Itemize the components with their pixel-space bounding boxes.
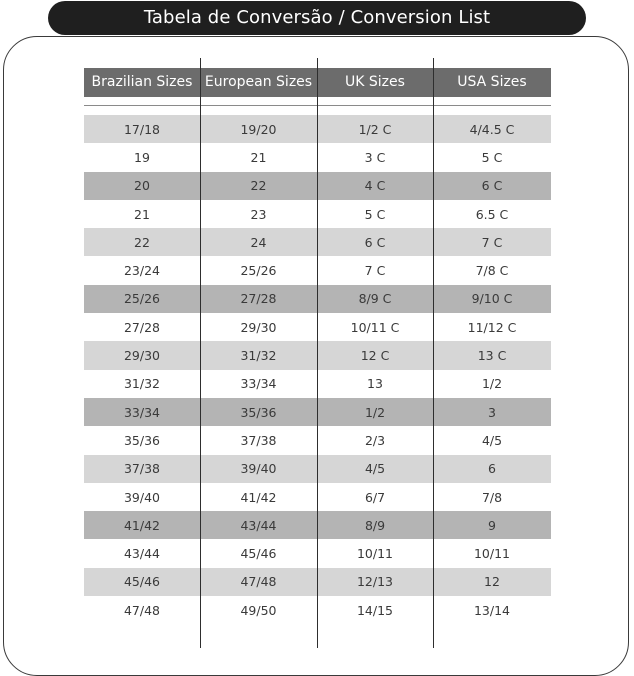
usa-size-cell: 6 [488, 461, 496, 477]
brazilian-size-cell: 20 [134, 178, 150, 194]
uk-size-cell: 1/2 C [358, 121, 392, 137]
european-size-cell: 35/36 [240, 404, 277, 420]
uk-size-cell: 8/9 C [358, 291, 392, 307]
european-size-cell: 25/26 [240, 263, 277, 279]
column-divider [200, 58, 201, 648]
uk-size-cell: 8/9 [364, 517, 386, 533]
european-size-cell: 22 [250, 178, 267, 194]
uk-size-cell: 4/5 [364, 461, 386, 477]
usa-size-cell: 4/5 [481, 432, 503, 448]
uk-size-cell: 10/11 [356, 546, 394, 562]
usa-size-cell: 9 [488, 517, 496, 533]
usa-size-cell: 3 [488, 404, 496, 420]
header-usa-sizes: USA Sizes [457, 74, 527, 90]
brazilian-size-cell: 17/18 [123, 121, 161, 137]
european-size-cell: 29/30 [240, 319, 277, 335]
brazilian-size-cell: 31/32 [123, 376, 161, 392]
header-european-sizes: European Sizes [204, 74, 313, 90]
brazilian-size-cell: 22 [134, 234, 150, 250]
brazilian-size-cell: 23/24 [123, 263, 161, 279]
uk-size-cell: 5 C [364, 206, 386, 222]
european-size-cell: 33/34 [240, 376, 277, 392]
usa-size-cell: 7/8 [481, 489, 503, 505]
column-divider [433, 58, 434, 648]
brazilian-size-cell: 37/38 [123, 461, 161, 477]
usa-size-cell: 11/12 C [467, 319, 517, 335]
european-size-cell: 21 [250, 149, 267, 165]
uk-size-cell: 2/3 [364, 432, 386, 448]
brazilian-size-cell: 47/48 [123, 602, 161, 618]
brazilian-size-cell: 33/34 [123, 404, 161, 420]
page-title: Tabela de Conversão / Conversion List [48, 1, 586, 35]
uk-size-cell: 6 C [364, 234, 386, 250]
brazilian-size-cell: 45/46 [123, 574, 161, 590]
uk-size-cell: 1/2 [364, 404, 386, 420]
brazilian-size-cell: 35/36 [123, 432, 161, 448]
usa-size-cell: 5 C [481, 149, 503, 165]
european-size-cell: 43/44 [240, 517, 277, 533]
usa-size-cell: 1/2 [481, 376, 503, 392]
brazilian-size-cell: 29/30 [123, 348, 161, 364]
brazilian-size-cell: 21 [134, 206, 150, 222]
usa-size-cell: 10/11 [473, 546, 511, 562]
european-size-cell: 37/38 [240, 432, 277, 448]
european-size-cell: 19/20 [240, 121, 277, 137]
european-size-cell: 49/50 [240, 602, 277, 618]
usa-size-cell: 9/10 C [471, 291, 513, 307]
uk-size-cell: 4 C [364, 178, 386, 194]
brazilian-size-cell: 27/28 [123, 319, 161, 335]
uk-size-cell: 7 C [364, 263, 386, 279]
uk-size-cell: 14/15 [356, 602, 394, 618]
brazilian-size-cell: 25/26 [123, 291, 161, 307]
usa-size-cell: 12 [484, 574, 500, 590]
header-brazilian-sizes: Brazilian Sizes [91, 74, 193, 90]
uk-size-cell: 10/11 C [350, 319, 400, 335]
uk-size-cell: 12 C [360, 348, 390, 364]
usa-size-cell: 6.5 C [475, 206, 509, 222]
european-size-cell: 39/40 [240, 461, 277, 477]
european-size-cell: 45/46 [240, 546, 277, 562]
european-size-cell: 27/28 [240, 291, 277, 307]
european-size-cell: 31/32 [240, 348, 277, 364]
european-size-cell: 24 [250, 234, 267, 250]
european-size-cell: 23 [250, 206, 267, 222]
uk-size-cell: 3 C [364, 149, 386, 165]
usa-size-cell: 13/14 [473, 602, 511, 618]
brazilian-size-cell: 19 [134, 149, 150, 165]
brazilian-size-cell: 43/44 [123, 546, 161, 562]
brazilian-size-cell: 41/42 [123, 517, 161, 533]
uk-size-cell: 13 [367, 376, 383, 392]
usa-size-cell: 4/4.5 C [469, 121, 515, 137]
usa-size-cell: 13 C [477, 348, 507, 364]
header-uk-sizes: UK Sizes [345, 74, 405, 90]
usa-size-cell: 7 C [481, 234, 503, 250]
uk-size-cell: 6/7 [364, 489, 386, 505]
usa-size-cell: 7/8 C [475, 263, 509, 279]
uk-size-cell: 12/13 [356, 574, 394, 590]
column-divider [317, 58, 318, 648]
european-size-cell: 47/48 [240, 574, 277, 590]
usa-size-cell: 6 C [481, 178, 503, 194]
brazilian-size-cell: 39/40 [123, 489, 161, 505]
european-size-cell: 41/42 [240, 489, 277, 505]
